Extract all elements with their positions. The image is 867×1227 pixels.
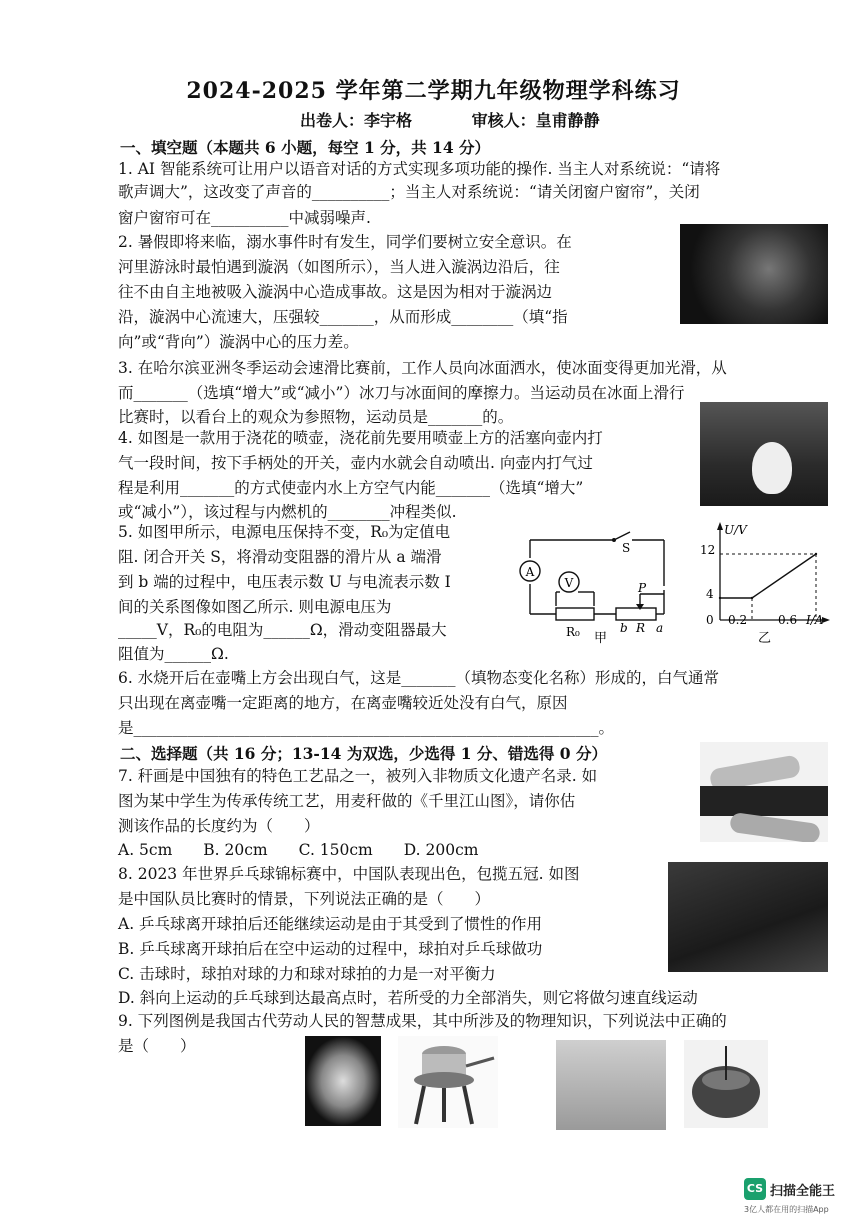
- data-point-0: [719, 597, 721, 599]
- text-line: 8. 2023 年世界乒乓球锦标赛中，中国队表现出色，包揽五冠. 如图: [118, 865, 580, 883]
- text-line: A. 5cm B. 20cm C. 150cm D. 200cm: [118, 841, 479, 859]
- ammeter-label: A: [525, 565, 535, 579]
- x-axis-label: I/A: [806, 613, 824, 627]
- ancient-artifact-photo-2: [398, 1036, 498, 1128]
- text-line: 7. 秆画是中国独有的特色工艺品之一，被列入非物质文化遗产名录. 如: [118, 767, 598, 785]
- text-line: 往不由自主地被吸入漩涡中心造成事故。这是因为相对于漩涡边: [118, 283, 553, 301]
- brand-name: 扫描全能王: [770, 1183, 836, 1199]
- straw-painting-photo: [700, 742, 828, 842]
- text-line: 阻. 闭合开关 S，将滑动变阻器的滑片从 a 端滑: [118, 548, 442, 566]
- text-line: 沿，漩涡中心流速大，压强较_______，从而形成________（填“指: [118, 308, 568, 326]
- ancient-artifact-photo-4: [684, 1040, 768, 1128]
- circuit-caption: 甲: [594, 631, 608, 646]
- text-line: 而_______（选填“增大”或“减小”）冰刀与冰面间的摩擦力。当运动员在冰面上滑行: [118, 384, 685, 402]
- y-tick-0: 0: [706, 613, 714, 627]
- scanner-logo: [744, 1178, 835, 1215]
- text-line: 3. 在哈尔滨亚洲冬季运动会速滑比赛前，工作人员向冰面洒水，使冰面变得更加光滑，从: [118, 359, 727, 377]
- u-i-line: [720, 554, 816, 598]
- watering-can-photo: [700, 402, 828, 506]
- author: 出卷人：李宇格: [300, 111, 413, 130]
- text-line: 是____________________________________________________________。: [118, 719, 615, 737]
- text-line: B. 乒乓球离开球拍后在空中运动的过程中，球拍对乒乓球做功: [118, 940, 543, 958]
- text-line: 是（ ）: [118, 1037, 196, 1055]
- y-tick-4: 4: [706, 587, 714, 601]
- text-line: C. 击球时，球拍对球的力和球对球拍的力是一对平衡力: [118, 965, 496, 983]
- r-label: R: [636, 621, 646, 635]
- text-line: 河里游泳时最怕遇到漩涡（如图所示），当人进入漩涡边沿后，往: [118, 258, 560, 276]
- text-line: 2. 暑假即将来临，溺水事件时有发生，同学们要树立安全意识。在: [118, 233, 572, 251]
- whirlpool-photo: [680, 224, 828, 324]
- y-tick-12: 12: [700, 543, 716, 557]
- section-heading: 二、选择题（共 16 分；13-14 为双选，少选得 1 分、错选得 0 分）: [120, 744, 607, 763]
- text-line: A. 乒乓球离开球拍后还能继续运动是由于其受到了惯性的作用: [118, 915, 543, 933]
- text-line: 比赛时，以看台上的观众为参照物，运动员是_______的。: [118, 408, 514, 426]
- text-line: 气一段时间，按下手柄处的开关，壶内水就会自动喷出. 向壶内打气过: [118, 454, 593, 472]
- data-point-2: [815, 553, 817, 555]
- page-title: 2024-2025 学年第二学期九年级物理学科练习: [186, 78, 681, 104]
- table-tennis-photo: [668, 862, 828, 972]
- reviewer: 审核人：皇甫静静: [471, 111, 600, 130]
- text-line: 1. AI 智能系统可让用户以语音对话的方式实现多项功能的操作. 当主人对系统说：“请将: [118, 160, 721, 178]
- authors-line: [300, 108, 654, 131]
- text-line: 窗户窗帘可在__________中减弱噪声.: [118, 209, 371, 227]
- x-tick-0.2: 0.2: [728, 613, 748, 627]
- text-line: D. 斜向上运动的乒乓球到达最高点时，若所受的力全部消失，则它将做匀速直线运动: [118, 989, 698, 1007]
- voltmeter-label: V: [564, 576, 574, 590]
- b-end-label: b: [620, 621, 628, 635]
- text-line: 到 b 端的过程中，电压表示数 U 与电流表示数 I: [118, 573, 451, 591]
- text-line: 向”或“背向”）漩涡中心的压力差。: [118, 333, 359, 351]
- circuit-diagram: [518, 528, 680, 646]
- a-end-label: a: [656, 621, 664, 635]
- text-line: _____V，R₀的电阻为______Ω，滑动变阻器最大: [118, 621, 447, 639]
- text-line: 6. 水烧开后在壶嘴上方会出现白气，这是_______（填物态变化名称）形成的，白气通常: [118, 669, 719, 687]
- text-line: 阻值为______Ω.: [118, 645, 229, 663]
- x-tick-0.6: 0.6: [778, 613, 798, 627]
- ancient-artifact-photo-1: [305, 1036, 381, 1126]
- text-line: 是中国队员比赛时的情景，下列说法正确的是（ ）: [118, 890, 491, 908]
- text-line: 测该作品的长度约为（ ）: [118, 817, 320, 835]
- ui-graph: [694, 520, 834, 646]
- slider-label: P: [638, 581, 647, 595]
- text-line: 5. 如图甲所示，电源电压保持不变，R₀为定值电: [118, 523, 451, 541]
- text-line: 间的关系图像如图乙所示. 则电源电压为: [118, 598, 392, 616]
- text-line: 4. 如图是一款用于浇花的喷壶，浇花前先要用喷壶上方的活塞向壶内打: [118, 429, 603, 447]
- text-line: 9. 下列图例是我国古代劳动人民的智慧成果，其中所涉及的物理知识，下列说法中正确的: [118, 1012, 727, 1030]
- text-line: 图为某中学生为传承传统工艺，用麦秆做的《千里江山图》，请你估: [118, 792, 576, 810]
- text-line: 歌声调大”，这改变了声音的__________；当主人对系统说：“请关闭窗户窗帘”，关闭: [118, 183, 700, 201]
- text-line: 或“减小”），该过程与内燃机的________冲程类似.: [118, 503, 457, 521]
- cs-icon: CS: [744, 1178, 766, 1200]
- brand-slogan: 3亿人都在用的扫描App: [744, 1205, 829, 1214]
- switch-label: S: [622, 541, 631, 555]
- section-heading: 一、填空题（本题共 6 小题，每空 1 分，共 14 分）: [120, 138, 491, 157]
- data-point-1: [751, 597, 753, 599]
- graph-caption: 乙: [758, 631, 772, 646]
- text-line: 只出现在离壶嘴一定距离的地方，在离壶嘴较近处没有白气，原因: [118, 694, 568, 712]
- y-axis-label: U/V: [724, 523, 747, 537]
- ancient-artifact-photo-3: [556, 1040, 666, 1130]
- r0-label: R₀: [566, 625, 580, 639]
- text-line: 程是利用_______的方式使壶内水上方空气内能_______（选填“增大”: [118, 479, 584, 497]
